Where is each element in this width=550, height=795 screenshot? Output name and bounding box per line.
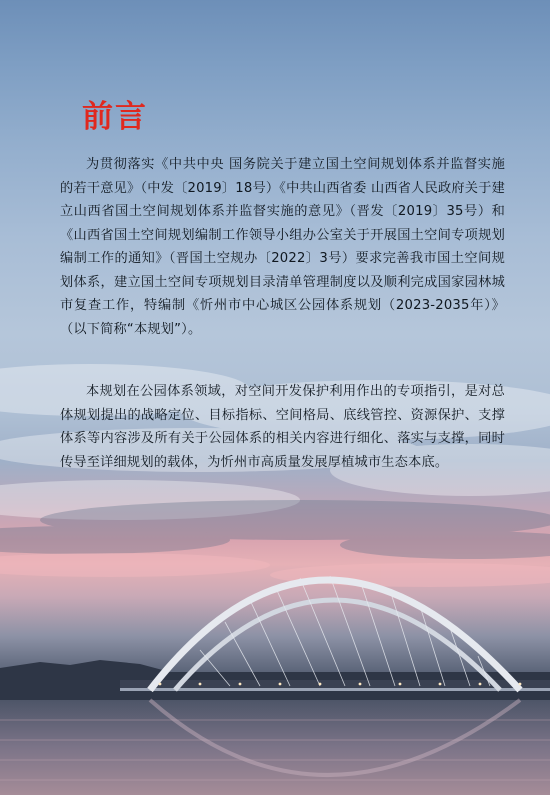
paragraph-2: 本规划在公园体系领域，对空间开发保护利用作出的专项指引，是对总体规划提出的战略定位、目标指标、空间格局、底线管控、资源保护、支撑体系等内容涉及所有关于公园体系的相关内容进行细化、落实与支撑，同时传导至详细规划的载体，为忻州市高质量发展厚植城市生态本底。 [60, 384, 505, 470]
bridge-deck-edge [120, 688, 550, 691]
paragraph-1: 为贯彻落实《中共中央 国务院关于建立国土空间规划体系并监督实施的若干意见》（中发〔2019〕18号）《中共山西省委 山西省人民政府关于建立山西省国土空间规划体系并监督实施的意见》（晋发〔2019〕35号）和《山西省国土空间规划编制工作领导小组办公室关于开展国土空间专项规划编制工作的通知》（晋国土空规办〔2022〕3号）要求完善我市国土空间规划体系，建立国土空间专项规划目录清单管理制度以及顺利完成国家园林城市复查工作，特编制《忻州市中心城区公园体系规划（2023-2035年）》（以下简称“本规划”）。 [60, 157, 505, 337]
river-water [0, 700, 550, 795]
page-title: 前言 [82, 99, 148, 135]
